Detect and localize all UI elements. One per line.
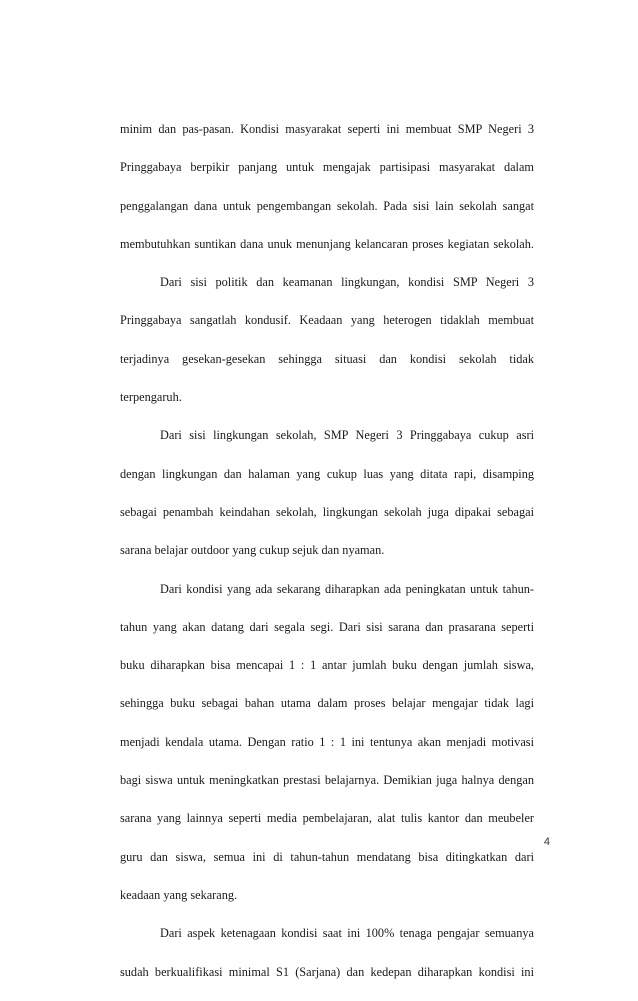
text-line: minim dan pas-pasan. Kondisi masyarakat seperti ini membuat SMP Negeri 3	[120, 122, 534, 136]
text-line: sudah berkualifikasi minimal S1 (Sarjana) dan kedepan diharapkan kondisi ini	[120, 964, 534, 979]
text-line: sarana belajar outdoor yang cukup sejuk dan nyaman.	[120, 543, 385, 558]
text-line: Dari sisi politik dan keamanan lingkungan, kondisi SMP Negeri 3	[160, 275, 534, 290]
text-line: Dari sisi lingkungan sekolah, SMP Negeri 3 Pringgabaya cukup asri	[160, 428, 534, 443]
text-line: tahun yang akan datang dari segala segi. Dari sisi sarana dan prasarana seperti	[120, 619, 534, 634]
text-line: terpengaruh.	[120, 390, 182, 405]
body-text	[120, 120, 534, 1001]
text-line: penggalangan dana untuk pengembangan sekolah. Pada sisi lain sekolah sangat	[120, 198, 534, 213]
text-line: Dari aspek ketenagaan kondisi saat ini 100% tenaga pengajar semuanya	[160, 926, 534, 941]
text-line: dengan lingkungan dan halaman yang cukup luas yang ditata rapi, disamping	[120, 466, 534, 481]
text-line: terjadinya gesekan-gesekan sehingga situasi dan kondisi sekolah tidak	[120, 351, 534, 366]
text-line: sebagai penambah keindahan sekolah, lingkungan sekolah juga dipakai sebagai	[120, 504, 534, 519]
text-line: membutuhkan suntikan dana unuk menunjang kelancaran proses kegiatan sekolah.	[120, 236, 534, 251]
text-line: keadaan yang sekarang.	[120, 887, 238, 902]
text-line: sarana yang lainnya seperti media pembelajaran, alat tulis kantor dan meubeler	[120, 811, 534, 826]
text-line: buku diharapkan bisa mencapai 1 : 1 antar jumlah buku dengan jumlah siswa,	[120, 658, 534, 673]
text-line: menjadi kendala utama. Dengan ratio 1 : 1 ini tentunya akan menjadi motivasi	[120, 734, 534, 749]
text-line: bagi siswa untuk meningkatkan prestasi belajarnya. Demikian juga halnya dengan	[120, 773, 534, 788]
text-line: guru dan siswa, semua ini di tahun-tahun mendatang bisa ditingkatkan dari	[120, 849, 534, 864]
text-line: Pringgabaya berpikir panjang untuk mengajak partisipasi masyarakat dalam	[120, 160, 534, 175]
text-line: sehingga buku sebagai bahan utama dalam proses belajar mengajar tidak lagi	[120, 696, 534, 711]
text-line: Pringgabaya sangatlah kondusif. Keadaan yang heterogen tidaklah membuat	[120, 313, 534, 328]
page-number: 4	[543, 836, 550, 848]
text-line: Dari kondisi yang ada sekarang diharapkan ada peningkatan untuk tahun-	[160, 581, 534, 596]
